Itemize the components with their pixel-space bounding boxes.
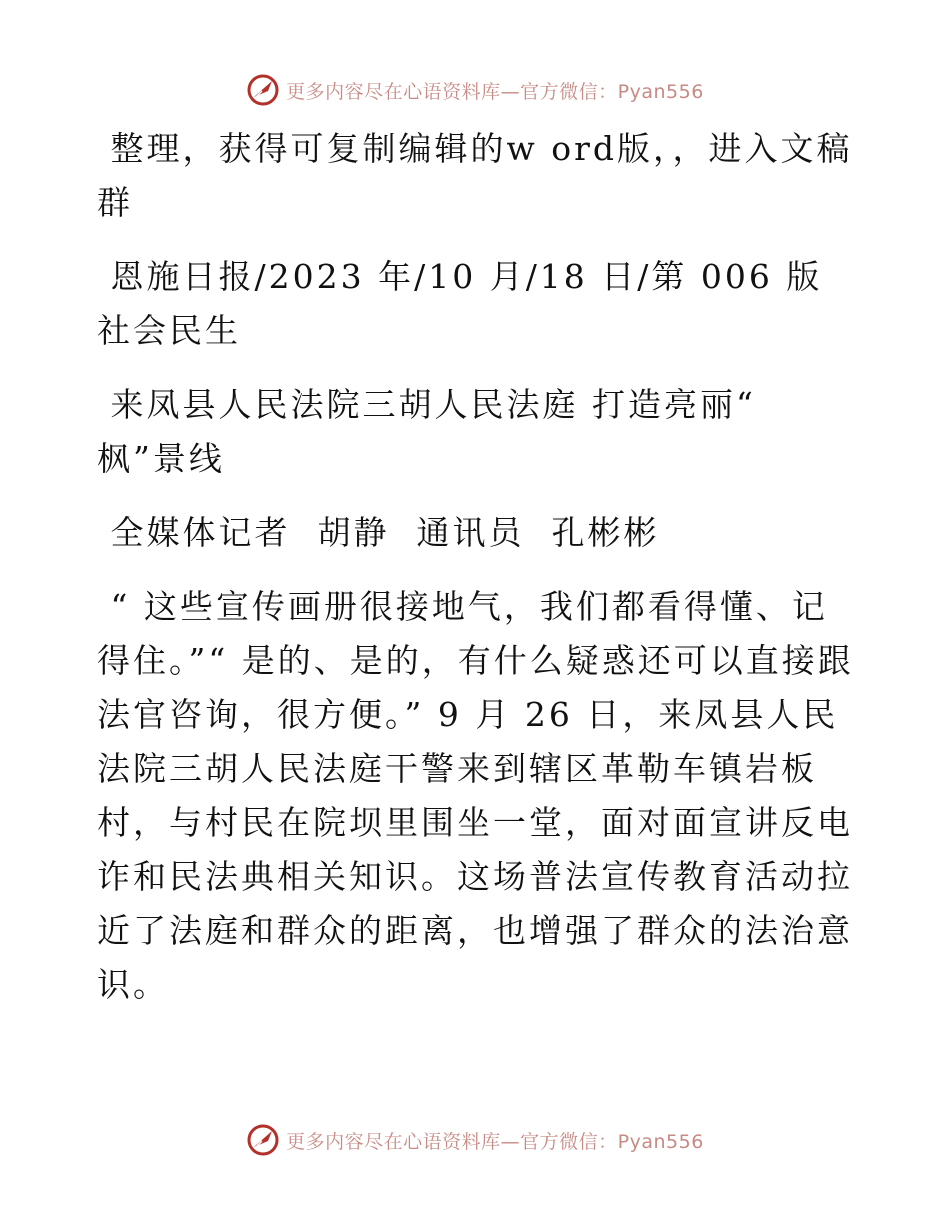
article-byline: 全媒体记者 胡静 通讯员 孔彬彬 [97, 513, 660, 552]
paragraph-source: 恩施日报/2023 年/10 月/18 日/第 006 版社会民生 [97, 257, 823, 350]
paragraph-note: 整理，获得可复制编辑的w ord版，，进入文稿群 [97, 129, 853, 222]
watermark-text: 更多内容尽在心语资料库—官方微信：Pyan556 [286, 80, 704, 103]
watermark-text: 更多内容尽在心语资料库—官方微信：Pyan556 [286, 1130, 704, 1153]
feather-pen-logo-icon [246, 73, 280, 107]
document-body [97, 122, 857, 1032]
header-watermark [0, 70, 950, 110]
footer-watermark [0, 1120, 950, 1160]
article-body-paragraph: “ 这些宣传画册很接地气，我们都看得懂、记得住。”“ 是的、是的，有什么疑惑还可以直接跟法官咨询，很方便。” 9 月 26 日，来凤县人民法院三胡人民法庭干警来到辖区革勒车镇岩板村，与村民在院坝里围坐一堂，面对面宣讲反电诈和民法典相关知识。这场普法宣传教育活动拉近了法庭和群众的距离，也增强了群众的法治意识。 [97, 587, 854, 1004]
article-title: 来凤县人民法院三胡人民法庭 打造亮丽“ 枫”景线 [97, 385, 770, 478]
feather-pen-logo-icon [246, 1123, 280, 1157]
